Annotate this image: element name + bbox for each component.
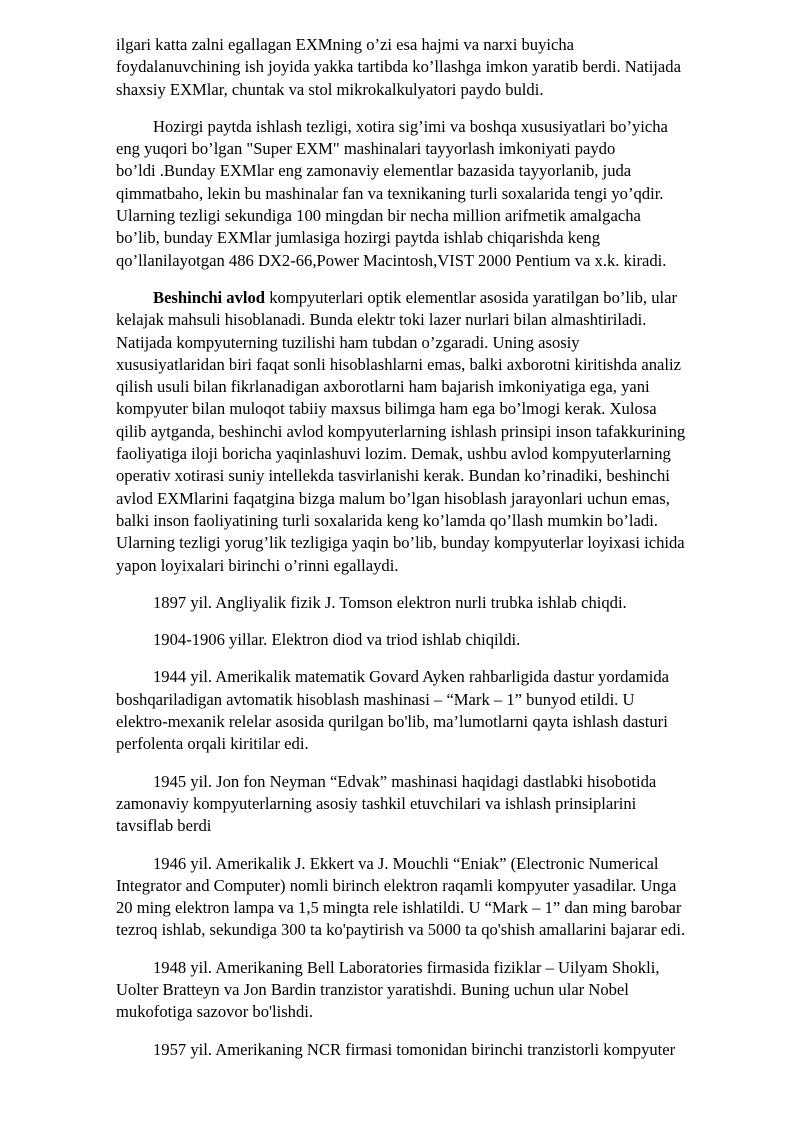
paragraph (116, 34, 764, 101)
text-line (116, 443, 764, 465)
line-text: kompyuterlari optik elementlar asosida yaratilgan bo’lib, ular (265, 287, 677, 307)
text-line (116, 488, 764, 510)
line-text: bo’ldi .Bunday EXMlar eng zamonaviy elementlar bazasida tayyorlanib, juda (116, 161, 632, 181)
paragraph (116, 1039, 764, 1061)
paragraph (116, 957, 764, 1024)
line-text: 1897 yil. Angliyalik fizik J. Tomson elektron nurli trubka ishlab chiqdi. (153, 592, 627, 612)
paragraph (116, 771, 764, 838)
text-line (116, 666, 764, 688)
line-text: Hozirgi paytda ishlash tezligi, xotira sig’imi va boshqa xususiyatlari bo’yicha (153, 116, 668, 136)
line-text: Ularning tezligi yorug’lik tezligiga yaqin bo’lib, bunday kompyuterlar loyixasi ichida (116, 533, 685, 553)
line-text: faoliyatiga iloji boricha yaqinlashuvi lozim. Demak, ushbu avlod kompyuterlarning (116, 444, 671, 464)
text-line (116, 919, 764, 941)
text-line (116, 771, 764, 793)
text-line (116, 629, 764, 651)
text-line (116, 733, 764, 755)
line-text: Ularning tezligi sekundiga 100 mingdan bir necha million arifmetik amalgacha (116, 206, 641, 226)
paragraph (116, 116, 764, 272)
text-line (116, 1001, 764, 1023)
line-text: mukofotiga sazovor bo'lishdi. (116, 1002, 314, 1022)
line-text: kelajak mahsuli hisoblanadi. Bunda elektr toki lazer nurlari bilan almashtiriladi. (116, 310, 647, 330)
text-line (116, 793, 764, 815)
text-line (116, 309, 764, 331)
text-line (116, 875, 764, 897)
bold-lead: Beshinchi avlod (153, 287, 266, 307)
line-text: qimmatbaho, lekin bu mashinalar fan va texnikaning turli soxalarida tengi yo’qdir. (116, 183, 664, 203)
text-line (116, 376, 764, 398)
document-page (116, 34, 764, 1076)
text-line (116, 979, 764, 1001)
text-line (116, 205, 764, 227)
line-text: 1944 yil. Amerikalik matematik Govard Ayken rahbarligida dastur yordamida (153, 667, 669, 687)
text-line (116, 532, 764, 554)
line-text: 1948 yil. Amerikaning Bell Laboratories firmasida fiziklar – Uilyam Shokli, (153, 957, 660, 977)
line-text: 1946 yil. Amerikalik J. Ekkert va J. Mouchli “Eniak” (Electronic Numerical (153, 853, 659, 873)
paragraph (116, 287, 764, 577)
line-text: ilgari katta zalni egallagan EXMning o’zi esa hajmi va narxi buyicha (116, 35, 575, 54)
text-line (116, 227, 764, 249)
text-line (116, 332, 764, 354)
paragraph (116, 629, 764, 651)
line-text: avlod EXMlarini faqatgina bizga malum bo’lgan hisoblash jarayonlari uchun emas, (116, 488, 670, 508)
line-text: tavsiflab berdi (116, 816, 212, 836)
line-text: balki inson faoliyatining turli soxalarida keng ko’lamda qo’llash mumkin bo’ladi. (116, 510, 658, 530)
text-line (116, 398, 764, 420)
line-text: operativ xotirasi suniy intellekda tasvirlanishi kerak. Bundan ko’rinadiki, beshinchi (116, 466, 670, 486)
text-line (116, 250, 764, 272)
text-line (116, 510, 764, 532)
line-text: 1957 yil. Amerikaning NCR firmasi tomonidan birinchi tranzistorli kompyuter (153, 1039, 676, 1059)
text-line (116, 711, 764, 733)
line-text: foydalanuvchining ish joyida yakka tartibda ko’llashga imkon yaratib berdi. Natijada (116, 57, 681, 77)
text-line (116, 897, 764, 919)
line-text: kompyuter bilan muloqot tabiiy maxsus bilimga ham ega bo’lmogi kerak. Xulosa (116, 399, 657, 419)
line-text: shaxsiy EXMlar, chuntak va stol mikrokalkulyatori paydo buldi. (116, 79, 544, 99)
line-text: yapon loyixalari birinchi o’rinni egallaydi. (116, 555, 399, 575)
line-text: tezroq ishlab, sekundiga 300 ta ko'paytirish va 5000 ta qo'shish amallarini bajarar edi. (116, 920, 686, 940)
text-line (116, 592, 764, 614)
text-line (116, 354, 764, 376)
line-text: bo’lib, bunday EXMlar jumlasiga hozirgi paytda ishlab chiqarishda keng (116, 228, 601, 248)
text-line (116, 56, 764, 78)
paragraph (116, 592, 764, 614)
line-text: 20 ming elektron lampa va 1,5 mingta rele ishlatildi. U “Mark – 1” dan ming barobar (116, 898, 682, 918)
line-text: Integrator and Computer) nomli birinch elektron raqamli kompyuter yasadilar. Unga (116, 875, 677, 895)
line-text: perfolenta orqali kiritilar edi. (116, 734, 309, 754)
line-text: Natijada kompyuterning tuzilishi ham tubdan o’zgaradi. Uning asosiy (116, 332, 580, 352)
text-line (116, 421, 764, 443)
line-text: eng yuqori bo’lgan "Super EXM" mashinalari tayyorlash imkoniyati paydo (116, 139, 616, 159)
line-text: elektro-mexanik relelar asosida qurilgan bo'lib, ma’lumotlarni qayta ishlash dasturi (116, 712, 668, 732)
text-line (116, 465, 764, 487)
line-text: qo’llanilayotgan 486 DX2-66,Power Macintosh,VIST 2000 Pentium va x.k. kiradi. (116, 250, 667, 270)
line-text: Uolter Bratteyn va Jon Bardin tranzistor yaratishdi. Buning uchun ular Nobel (116, 979, 629, 999)
line-text: 1945 yil. Jon fon Neyman “Edvak” mashinasi haqidagi dastlabki hisobotida (153, 771, 657, 791)
text-line (116, 138, 764, 160)
paragraph (116, 666, 764, 755)
text-line (116, 34, 764, 56)
text-line (116, 555, 764, 577)
line-text: 1904-1906 yillar. Elektron diod va triod ishlab chiqildi. (153, 630, 521, 650)
text-line (116, 689, 764, 711)
text-line (116, 957, 764, 979)
text-line (116, 79, 764, 101)
text-line (116, 183, 764, 205)
paragraph (116, 853, 764, 942)
text-line (116, 287, 764, 309)
text-line (116, 1039, 764, 1061)
line-text: xususiyatlaridan biri faqat sonli hisoblashlarni emas, balki axborotni kiritishda analiz (116, 354, 681, 374)
line-text: qilish usuli bilan fikrlanadigan axborotlarni ham bajarish imkoniyatiga ega, yani (116, 377, 650, 397)
line-text: boshqariladigan avtomatik hisoblash mashinasi – “Mark – 1” bunyod etildi. U (116, 689, 635, 709)
text-line (116, 160, 764, 182)
line-text: zamonaviy kompyuterlarning asosiy tashkil etuvchilari va ishlash prinsiplarini (116, 793, 637, 813)
line-text: qilib aytganda, beshinchi avlod kompyuterlarning ishlash prinsipi inson tafakkurining (116, 421, 686, 441)
text-line (116, 116, 764, 138)
text-line (116, 853, 764, 875)
text-line (116, 815, 764, 837)
